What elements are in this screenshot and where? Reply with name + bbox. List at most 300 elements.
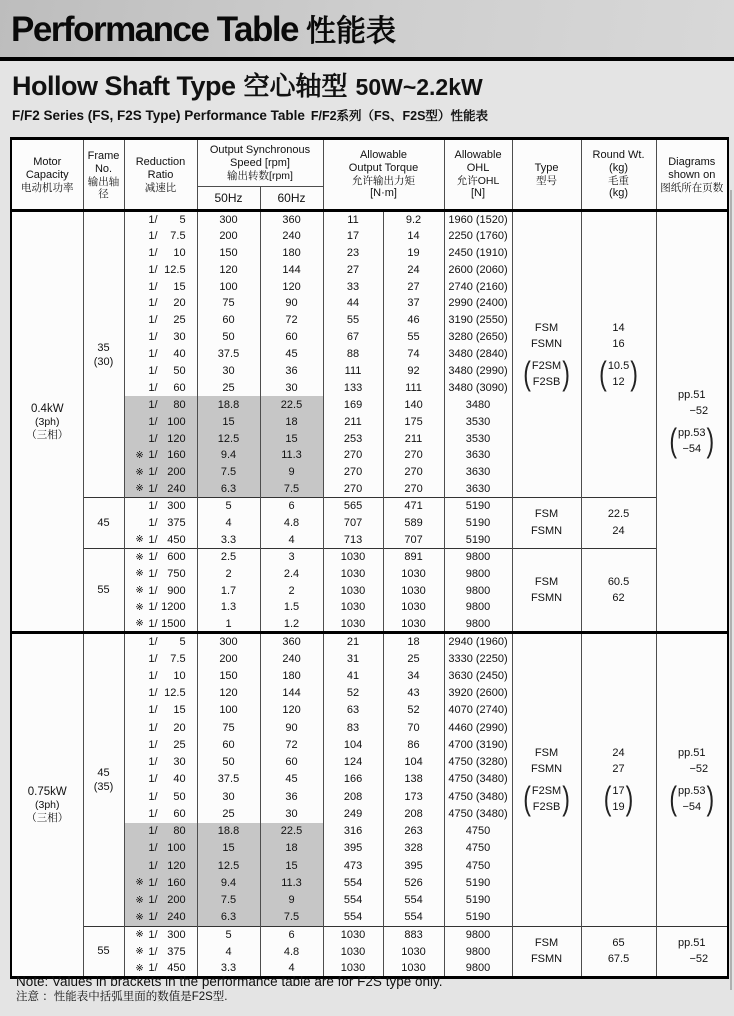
ratio-denominator: 600	[167, 551, 186, 563]
torque-60hz-cell: 173	[383, 788, 444, 805]
speed-50hz-cell: 9.4	[197, 874, 260, 891]
ratio-prefix: 1/	[148, 466, 158, 479]
speed-60hz-cell: 144	[260, 261, 323, 278]
reduction-ratio-cell	[124, 531, 197, 548]
header-ohl-en1: Allowable	[454, 149, 502, 161]
torque-60hz-cell: 1030	[383, 599, 444, 616]
torque-60hz-cell: 270	[383, 447, 444, 464]
ratio-text	[125, 773, 197, 785]
torque-60hz-cell: 27	[383, 278, 444, 295]
weight-paren-group-line: 19	[612, 800, 625, 813]
torque-50hz-cell: 1030	[323, 548, 383, 565]
star-mark: ※	[135, 449, 144, 461]
torque-50hz-cell: 270	[323, 447, 383, 464]
ratio-text	[125, 433, 197, 445]
ohl-cell: 3630	[444, 464, 512, 481]
torque-50hz-cell: 33	[323, 278, 383, 295]
torque-50hz-cell: 27	[323, 261, 383, 278]
torque-50hz-cell: 713	[323, 531, 383, 548]
diagrams-cell	[656, 211, 728, 633]
speed-60hz-cell: 120	[260, 278, 323, 295]
ratio-denominator: 20	[173, 721, 186, 734]
reduction-ratio-cell	[124, 926, 197, 943]
right-paren: )	[706, 421, 715, 459]
torque-50hz-cell: 1030	[323, 599, 383, 616]
ratio-prefix: 1/	[148, 945, 158, 958]
ratio-text	[125, 264, 197, 276]
header-reduction-ratio	[124, 139, 197, 211]
speed-50hz-cell: 100	[197, 278, 260, 295]
ratio-prefix: 1/	[148, 432, 158, 445]
ohl-cell: 1960 (1520)	[444, 211, 512, 228]
header-output-speed	[197, 139, 323, 187]
type-line: FSM	[534, 746, 559, 759]
type-cell	[512, 926, 581, 978]
ohl-cell: 9800	[444, 926, 512, 943]
reduction-ratio-cell	[124, 396, 197, 413]
ohl-cell: 3190 (2550)	[444, 312, 512, 329]
ratio-prefix: 1/	[148, 331, 158, 344]
header-allowable-ohl	[444, 139, 512, 211]
torque-50hz-cell: 554	[323, 874, 383, 891]
ratio-text	[125, 618, 197, 630]
torque-50hz-cell: 253	[323, 430, 383, 447]
ratio-denominator: 30	[173, 331, 186, 344]
series-line-cn: F/F2系列（FS、F2S型）性能表	[310, 109, 488, 123]
table-row	[11, 926, 728, 943]
ratio-denominator: 7.5	[170, 652, 186, 665]
torque-50hz-cell: 21	[323, 633, 383, 650]
torque-60hz-cell: 19	[383, 244, 444, 261]
type-paren-group-line: F2SB	[532, 800, 561, 813]
ratio-denominator: 240	[167, 911, 186, 924]
ratio-denominator: 240	[167, 482, 186, 495]
star-mark: ※	[135, 911, 144, 923]
speed-50hz-cell: 5	[197, 498, 260, 515]
speed-60hz-cell: 6	[260, 926, 323, 943]
diagrams-paren-group	[657, 421, 728, 459]
ratio-text	[125, 894, 197, 906]
speed-50hz-cell: 5	[197, 926, 260, 943]
ohl-cell: 3280 (2650)	[444, 329, 512, 346]
star-mark: ※	[135, 946, 144, 958]
frame-no-line: 55	[97, 945, 110, 958]
series-line	[12, 106, 488, 125]
speed-60hz-cell: 1.5	[260, 599, 323, 616]
diagrams-paren-group-line: −54	[682, 800, 702, 813]
ratio-denominator: 10	[173, 246, 186, 259]
header-torque-cn: 允许输出力矩	[352, 175, 416, 187]
speed-50hz-cell: 100	[197, 702, 260, 719]
speed-60hz-cell: 18	[260, 840, 323, 857]
ohl-cell: 9800	[444, 961, 512, 978]
torque-50hz-cell: 63	[323, 702, 383, 719]
ohl-cell: 4750	[444, 840, 512, 857]
ratio-prefix: 1/	[148, 687, 158, 700]
ratio-denominator: 25	[173, 738, 186, 751]
weight-line: 27	[612, 763, 625, 776]
subtitle-en: Hollow Shaft Type	[12, 71, 236, 101]
header-ohl-unit: [N]	[471, 187, 486, 199]
right-paren: )	[562, 779, 570, 818]
right-paren: )	[630, 353, 638, 392]
weight-line: 24	[612, 746, 625, 759]
ratio-prefix: 1/	[148, 669, 158, 682]
header-60hz: 60Hz	[260, 187, 323, 211]
ratio-prefix: 1/	[148, 911, 158, 924]
ratio-denominator: 160	[167, 449, 186, 462]
ratio-denominator: 25	[173, 314, 186, 327]
star-mark: ※	[135, 568, 144, 580]
speed-50hz-cell: 9.4	[197, 447, 260, 464]
torque-60hz-cell: 1030	[383, 582, 444, 599]
speed-60hz-cell: 7.5	[260, 909, 323, 926]
torque-50hz-cell: 55	[323, 312, 383, 329]
ratio-prefix: 1/	[148, 229, 158, 242]
page-title-en: Performance Table	[11, 10, 299, 49]
torque-50hz-cell: 124	[323, 754, 383, 771]
speed-60hz-cell: 4	[260, 961, 323, 978]
ratio-denominator: 450	[167, 533, 186, 546]
speed-50hz-cell: 1.7	[197, 582, 260, 599]
torque-60hz-cell: 707	[383, 531, 444, 548]
ohl-cell: 3330 (2250)	[444, 650, 512, 667]
ohl-cell: 4750 (3280)	[444, 754, 512, 771]
ohl-cell: 5190	[444, 892, 512, 909]
ohl-cell: 3920 (2600)	[444, 685, 512, 702]
diagrams-cell	[656, 633, 728, 926]
frame-no-line: (30)	[93, 355, 114, 368]
torque-50hz-cell: 31	[323, 650, 383, 667]
ohl-cell: 2600 (2060)	[444, 261, 512, 278]
ratio-prefix: 1/	[148, 738, 158, 751]
header-diagrams-en2: shown on	[668, 168, 716, 181]
ratio-text	[125, 449, 197, 461]
header-torque-en2: Output Torque	[348, 162, 419, 174]
table-row	[11, 548, 728, 565]
left-paren: (	[669, 779, 678, 818]
ratio-prefix: 1/	[148, 398, 158, 411]
type-line: FSM	[534, 575, 559, 588]
table-body	[11, 211, 728, 978]
header-speed-en1: Output Synchronous	[209, 144, 311, 156]
page-title-cn: 性能表	[306, 15, 397, 48]
frame-no-line: (35)	[93, 780, 114, 793]
speed-50hz-cell: 2	[197, 565, 260, 582]
torque-60hz-cell: 46	[383, 312, 444, 329]
ohl-cell: 2990 (2400)	[444, 295, 512, 312]
speed-60hz-cell: 36	[260, 363, 323, 380]
ratio-text	[125, 568, 197, 580]
ratio-denominator: 160	[167, 876, 186, 889]
speed-50hz-cell: 60	[197, 312, 260, 329]
ohl-cell: 4750 (3480)	[444, 788, 512, 805]
type-line: FSMN	[530, 953, 563, 966]
speed-60hz-cell: 180	[260, 244, 323, 261]
ratio-text	[125, 399, 197, 411]
reduction-ratio-cell	[124, 413, 197, 430]
header-frame-cn: 输出轴径	[87, 176, 120, 200]
speed-50hz-cell: 15	[197, 840, 260, 857]
reduction-ratio-cell	[124, 565, 197, 582]
reduction-ratio-cell	[124, 943, 197, 960]
speed-60hz-cell: 360	[260, 211, 323, 228]
diagrams-paren-group	[657, 779, 728, 818]
ratio-denominator: 80	[173, 825, 186, 838]
diagrams-line: pp.51	[678, 746, 706, 759]
speed-50hz-cell: 37.5	[197, 346, 260, 363]
page-edge-shadow	[730, 190, 732, 990]
torque-60hz-cell: 263	[383, 823, 444, 840]
torque-50hz-cell: 133	[323, 379, 383, 396]
speed-50hz-cell: 3.3	[197, 531, 260, 548]
torque-50hz-cell: 211	[323, 413, 383, 430]
header-frame-no	[83, 139, 124, 211]
diagrams-paren-group-line: pp.53	[678, 784, 706, 797]
ratio-text	[125, 230, 197, 242]
ratio-denominator: 750	[167, 567, 186, 580]
torque-60hz-cell: 589	[383, 515, 444, 532]
type-cell	[512, 211, 581, 498]
speed-60hz-cell: 45	[260, 771, 323, 788]
speed-60hz-cell: 240	[260, 227, 323, 244]
type-cell	[512, 548, 581, 632]
ratio-prefix: 1/	[148, 842, 158, 855]
speed-50hz-cell: 4	[197, 943, 260, 960]
torque-60hz-cell: 25	[383, 650, 444, 667]
ratio-denominator: 50	[173, 790, 186, 803]
reduction-ratio-cell	[124, 430, 197, 447]
torque-50hz-cell: 1030	[323, 926, 383, 943]
torque-60hz-cell: 554	[383, 909, 444, 926]
ratio-prefix: 1/	[148, 415, 158, 428]
frame-no-line: 55	[97, 584, 110, 597]
torque-60hz-cell: 9.2	[383, 211, 444, 228]
star-mark: ※	[135, 534, 144, 546]
torque-50hz-cell: 1030	[323, 961, 383, 978]
ratio-text	[125, 722, 197, 734]
weight-paren-group-content	[612, 783, 624, 815]
speed-50hz-cell: 30	[197, 363, 260, 380]
speed-50hz-cell: 150	[197, 244, 260, 261]
motor-capacity-line: （三相）	[26, 428, 69, 441]
torque-50hz-cell: 270	[323, 481, 383, 498]
table-row	[11, 211, 728, 228]
ratio-denominator: 80	[173, 398, 186, 411]
ohl-cell: 3480 (2840)	[444, 346, 512, 363]
ratio-denominator: 40	[173, 773, 186, 786]
left-paren: (	[669, 421, 678, 459]
ratio-text	[125, 946, 197, 958]
speed-60hz-cell: 30	[260, 805, 323, 822]
torque-50hz-cell: 44	[323, 295, 383, 312]
type-line: FSMN	[530, 338, 563, 351]
type-cell	[512, 498, 581, 549]
speed-60hz-cell: 9	[260, 464, 323, 481]
ratio-denominator: 200	[167, 466, 186, 479]
reduction-ratio-cell	[124, 329, 197, 346]
reduction-ratio-cell	[124, 295, 197, 312]
speed-60hz-cell: 22.5	[260, 396, 323, 413]
speed-50hz-cell: 7.5	[197, 464, 260, 481]
speed-50hz-cell: 1	[197, 616, 260, 633]
header-ohl-en2: OHL	[466, 162, 490, 174]
speed-50hz-cell: 120	[197, 261, 260, 278]
frame-no-line: 45	[97, 766, 110, 779]
ratio-text	[125, 653, 197, 665]
weight-line: 16	[612, 338, 625, 351]
torque-60hz-cell: 86	[383, 736, 444, 753]
header-motor-en2: Capacity	[25, 169, 69, 181]
ohl-cell: 5190	[444, 498, 512, 515]
ratio-denominator: 12.5	[164, 263, 186, 276]
type-paren-group-line: F2SB	[532, 375, 561, 388]
torque-60hz-cell: 1030	[383, 565, 444, 582]
torque-60hz-cell: 891	[383, 548, 444, 565]
ratio-prefix: 1/	[148, 213, 158, 226]
ratio-prefix: 1/	[148, 551, 158, 563]
speed-60hz-cell: 144	[260, 685, 323, 702]
ratio-text	[125, 756, 197, 768]
torque-60hz-cell: 270	[383, 481, 444, 498]
torque-50hz-cell: 316	[323, 823, 383, 840]
speed-60hz-cell: 7.5	[260, 481, 323, 498]
ratio-prefix: 1/	[148, 280, 158, 293]
speed-60hz-cell: 1.2	[260, 616, 323, 633]
left-paren: (	[603, 779, 612, 818]
speed-60hz-cell: 4	[260, 531, 323, 548]
torque-50hz-cell: 104	[323, 736, 383, 753]
reduction-ratio-cell	[124, 685, 197, 702]
weight-line: 24	[612, 524, 625, 537]
reduction-ratio-cell	[124, 909, 197, 926]
ratio-text	[125, 860, 197, 872]
ratio-denominator: 30	[173, 756, 186, 769]
torque-60hz-cell: 104	[383, 754, 444, 771]
speed-50hz-cell: 18.8	[197, 396, 260, 413]
ratio-text	[125, 929, 197, 941]
ratio-text	[125, 670, 197, 682]
ohl-cell: 5190	[444, 515, 512, 532]
diagrams-cell	[656, 926, 728, 978]
ohl-cell: 5190	[444, 531, 512, 548]
header-row-1	[11, 139, 728, 187]
speed-60hz-cell: 180	[260, 667, 323, 684]
header-diagrams-cn: 图纸所在页数	[660, 181, 724, 194]
header-weight-cn: 毛重	[608, 175, 630, 187]
ratio-denominator: 15	[173, 280, 186, 293]
title-divider-bar	[0, 57, 734, 61]
frame-no-cell	[83, 498, 124, 549]
torque-50hz-cell: 169	[323, 396, 383, 413]
ohl-cell: 5190	[444, 874, 512, 891]
motor-capacity-line: (3ph)	[34, 799, 60, 812]
ratio-text	[125, 791, 197, 803]
header-50hz: 50Hz	[197, 187, 260, 211]
speed-50hz-cell: 50	[197, 329, 260, 346]
torque-60hz-cell: 526	[383, 874, 444, 891]
header-ratio-en1: Reduction	[135, 156, 186, 168]
torque-50hz-cell: 166	[323, 771, 383, 788]
ratio-text	[125, 348, 197, 360]
ratio-prefix: 1/	[148, 807, 158, 820]
ohl-cell: 9800	[444, 599, 512, 616]
ratio-prefix: 1/	[148, 381, 158, 394]
header-ratio-en2: Ratio	[147, 169, 174, 181]
ratio-denominator: 50	[173, 364, 186, 377]
speed-50hz-cell: 3.3	[197, 961, 260, 978]
reduction-ratio-cell	[124, 582, 197, 599]
ratio-denominator: 12.5	[164, 687, 186, 700]
ohl-cell: 2740 (2160)	[444, 278, 512, 295]
reduction-ratio-cell	[124, 244, 197, 261]
ratio-text	[125, 517, 197, 529]
speed-60hz-cell: 45	[260, 346, 323, 363]
type-paren-group	[513, 353, 581, 392]
weight-paren-group-line: 17	[612, 784, 625, 797]
type-line: FSM	[534, 508, 559, 521]
torque-50hz-cell: 208	[323, 788, 383, 805]
ratio-denominator: 120	[167, 432, 186, 445]
left-paren: (	[523, 353, 531, 392]
torque-50hz-cell: 1030	[323, 582, 383, 599]
motor-capacity-cell	[11, 211, 83, 633]
speed-50hz-cell: 2.5	[197, 548, 260, 565]
torque-50hz-cell: 249	[323, 805, 383, 822]
reduction-ratio-cell	[124, 771, 197, 788]
frame-no-cell	[83, 211, 124, 498]
ratio-denominator: 7.5	[170, 229, 186, 242]
speed-50hz-cell: 75	[197, 295, 260, 312]
ratio-denominator: 450	[167, 962, 186, 975]
ratio-prefix: 1/	[148, 876, 158, 889]
type-line: FSMN	[530, 592, 563, 605]
ratio-text	[125, 636, 197, 648]
header-frame-en2: No.	[94, 163, 113, 175]
header-type-cn: 型号	[536, 175, 558, 187]
header-motor-capacity	[11, 139, 83, 211]
motor-capacity-cell	[11, 633, 83, 978]
ratio-text	[125, 911, 197, 923]
torque-50hz-cell: 17	[323, 227, 383, 244]
ratio-prefix: 1/	[148, 928, 158, 941]
round-weight-cell	[581, 211, 656, 498]
footnote-cn: 注意 ：性能表中括弧里面的数值是F2S型.	[16, 991, 228, 1003]
torque-50hz-cell: 23	[323, 244, 383, 261]
speed-50hz-cell: 300	[197, 211, 260, 228]
round-weight-cell	[581, 498, 656, 549]
ratio-denominator: 5	[179, 636, 186, 649]
reduction-ratio-cell	[124, 548, 197, 565]
speed-60hz-cell: 36	[260, 788, 323, 805]
ratio-text	[125, 297, 197, 309]
ratio-text	[125, 808, 197, 820]
reduction-ratio-cell	[124, 363, 197, 380]
speed-50hz-cell: 300	[197, 633, 260, 650]
speed-60hz-cell: 90	[260, 719, 323, 736]
torque-60hz-cell: 14	[383, 227, 444, 244]
reduction-ratio-cell	[124, 823, 197, 840]
motor-capacity-line: 0.4kW	[30, 402, 64, 415]
ratio-text	[125, 534, 197, 546]
weight-line: 62	[612, 592, 625, 605]
ohl-cell: 9800	[444, 565, 512, 582]
reduction-ratio-cell	[124, 874, 197, 891]
speed-50hz-cell: 12.5	[197, 857, 260, 874]
ratio-denominator: 300	[167, 928, 186, 941]
speed-50hz-cell: 200	[197, 227, 260, 244]
speed-60hz-cell: 360	[260, 633, 323, 650]
